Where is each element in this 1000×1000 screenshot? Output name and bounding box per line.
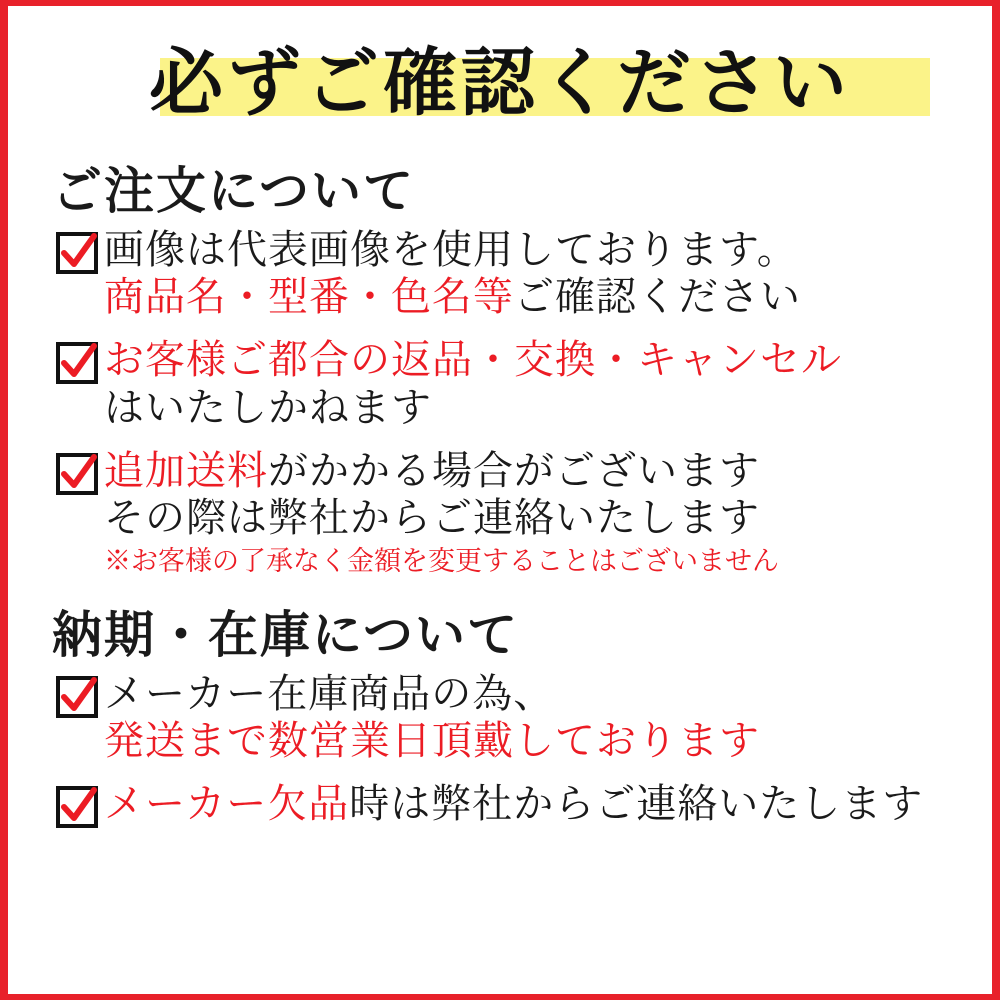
list-item [56,336,958,430]
list-item-text [104,226,958,320]
list-item [56,670,958,764]
normal-text: 時は弊社からご連絡いたします [349,780,924,826]
list-item-text [104,336,958,430]
page-title [42,28,958,140]
list-item-line: 発送まで数営業日頂戴しております [104,717,760,763]
list-item-line: お客様ご都合の返品・交換・キャンセル [104,337,842,383]
section-heading-delivery: 納期・在庫について [52,606,519,663]
list-item-line [104,780,958,827]
list-item-line [104,447,958,494]
checkbox-checked-icon [56,453,98,495]
emphasis-text: 追加送料 [104,447,268,493]
section-heading-orders: ご注文について [52,163,415,219]
page-title-text: 必ずご確認ください [149,43,851,125]
list-item-note: ※お客様の了承なく金額を変更することはございません [104,546,779,577]
emphasis-text: 商品名・型番・色名等 [104,274,514,320]
list-item-line: 画像は代表画像を使用しております。 [104,227,798,272]
checkbox-checked-icon [56,342,98,384]
list-item-line: はいたしかねます [104,384,432,430]
list-item-line [104,273,958,320]
list-item [56,780,958,828]
list-item-text [104,447,958,580]
list-item-line: その際は弊社からご連絡いたします [104,494,760,540]
list-item-line: メーカー在庫商品の為、 [104,670,555,716]
checkbox-checked-icon [56,786,98,828]
page-content [8,6,992,994]
list-item [56,226,958,320]
list-item-text [104,780,958,827]
list-item-text [104,670,958,764]
list-item [56,447,958,580]
emphasis-text: メーカー欠品 [104,780,350,826]
normal-text: がかかる場合がございます [268,447,760,493]
checkbox-checked-icon [56,232,98,274]
checkbox-checked-icon [56,676,98,718]
normal-text: ご確認ください [514,274,801,320]
